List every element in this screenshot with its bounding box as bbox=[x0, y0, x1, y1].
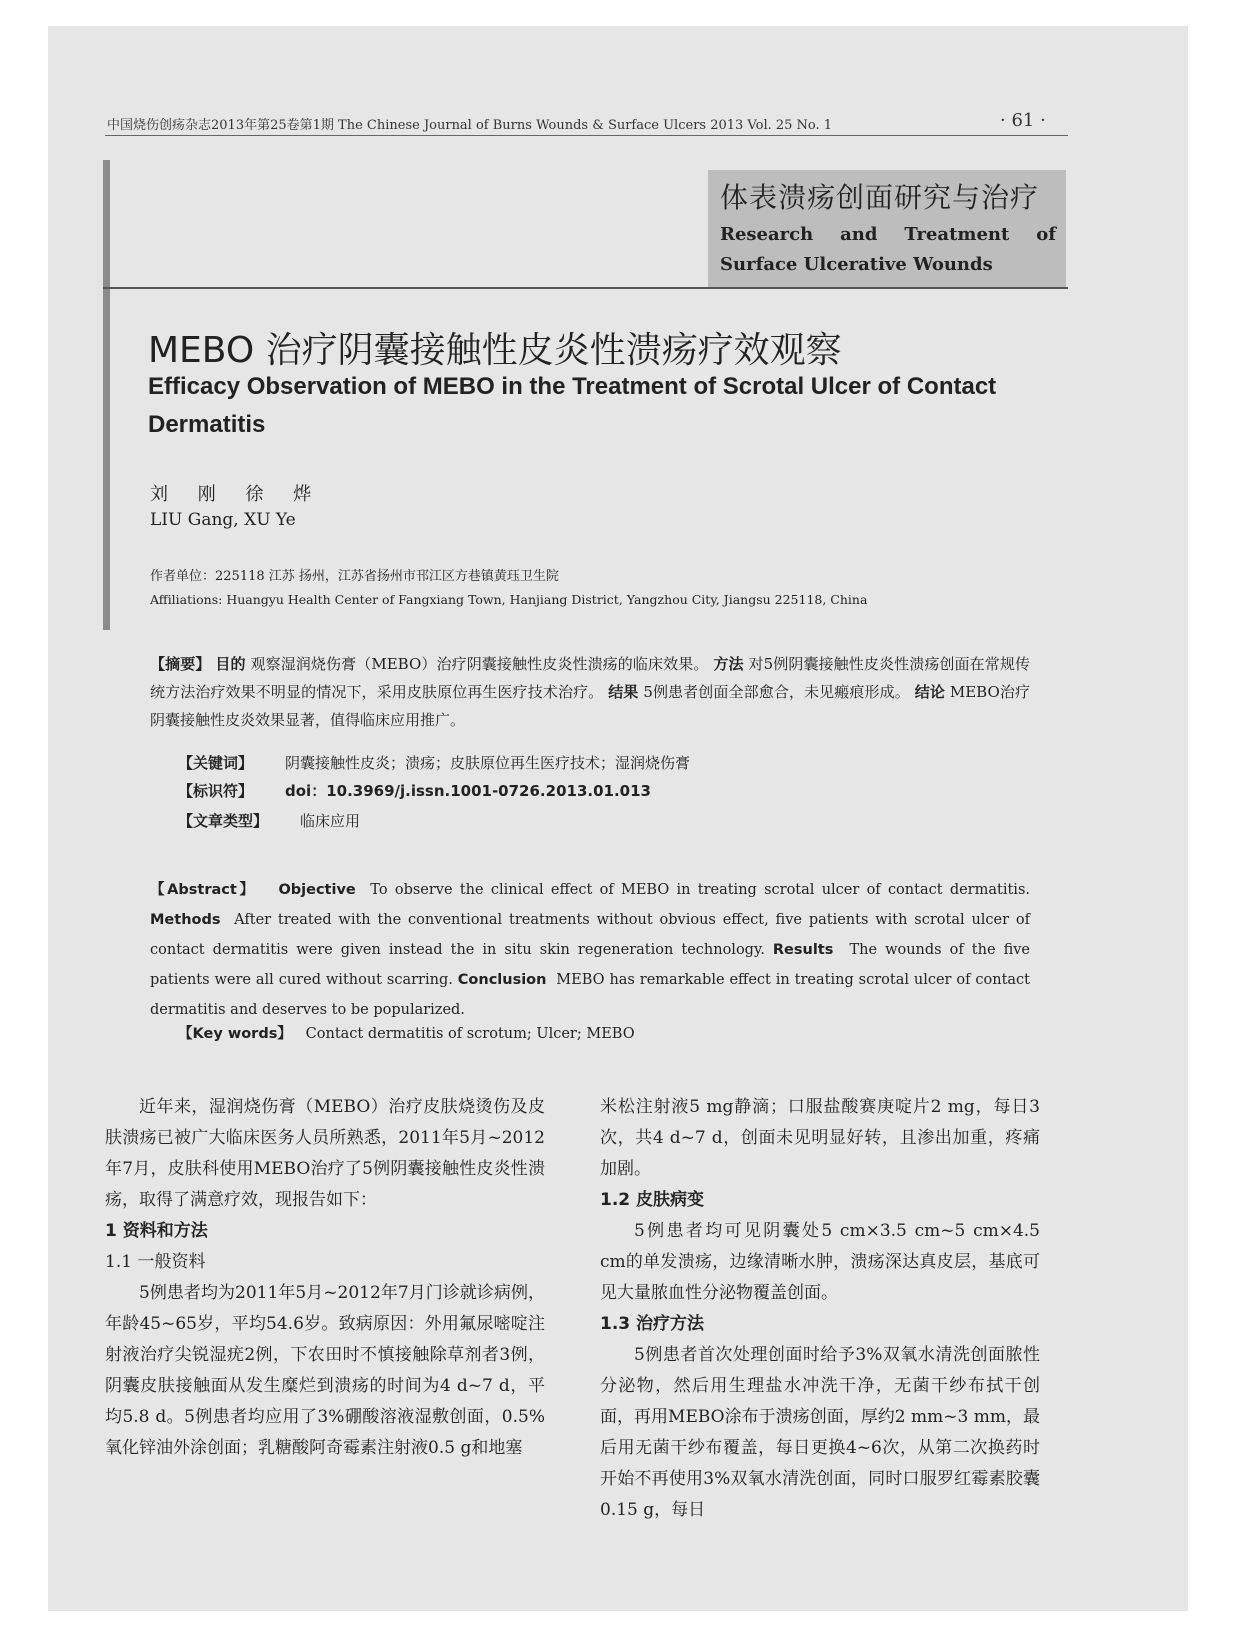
subsection-heading-1-2: 1.2 皮肤病变 bbox=[600, 1190, 705, 1210]
keywords-en bbox=[178, 1022, 635, 1043]
results-en-label: Results bbox=[772, 942, 834, 958]
body-column-left bbox=[105, 1092, 545, 1464]
abstract-en-label: 【Abstract】 bbox=[150, 882, 257, 898]
paragraph-1-1-continued: 米松注射液5 mg静滴；口服盐酸赛庚啶片2 mg，每日3次，共4 d~7 d，创面未见明显好转，且渗出加重，疼痛加剧。 bbox=[600, 1097, 1040, 1179]
intro-paragraph: 近年来，湿润烧伤膏（MEBO）治疗皮肤烧烫伤及皮肤溃疡已被广大临床医务人员所熟悉，2011年5月~2012年7月，皮肤科使用MEBO治疗了5例阴囊接触性皮炎性溃疡，取得了满意疗效，现报告如下： bbox=[105, 1097, 545, 1210]
keywords-en-label: 【Key words】 bbox=[178, 1026, 292, 1042]
abstract-cn-label: 【摘要】 bbox=[150, 655, 211, 673]
section-banner bbox=[708, 170, 1066, 287]
article-title-cn: MEBO 治疗阴囊接触性皮炎性溃疡疗效观察 bbox=[148, 330, 842, 371]
abstract-en bbox=[150, 875, 1030, 1025]
doi-text: doi：10.3969/j.issn.1001-0726.2013.01.013 bbox=[285, 782, 651, 800]
methods-text: 对5例阴囊接触性皮炎性溃疡创面在常规传统方法治疗效果不明显的情况下，采用皮肤原位再生医疗技术治疗。 bbox=[150, 655, 1030, 701]
running-head: 中国烧伤创疡杂志2013年第25卷第1期 The Chinese Journal of Burns Wounds & Surface Ulcers 2013 Vol. 25 No. 1 bbox=[107, 118, 833, 133]
section-heading-1: 1 资料和方法 bbox=[105, 1221, 208, 1241]
results-text: 5例患者创面全部愈合，未见瘢痕形成。 bbox=[643, 683, 910, 701]
abstract-cn bbox=[150, 650, 1030, 734]
affiliation-cn: 作者单位：225118 江苏 扬州，江苏省扬州市邗江区方巷镇黄珏卫生院 bbox=[150, 569, 559, 584]
body-column-right bbox=[600, 1092, 1040, 1526]
keywords-cn bbox=[178, 750, 690, 776]
objective-en-label: Objective bbox=[278, 882, 356, 898]
conclusion-label: 结论 bbox=[914, 683, 945, 701]
keywords-en-text: Contact dermatitis of scrotum; Ulcer; MEBO bbox=[305, 1026, 635, 1042]
conclusion-en-label: Conclusion bbox=[457, 972, 547, 988]
subsection-heading-1-1: 1.1 一般资料 bbox=[105, 1252, 206, 1272]
authors-cn: 刘 刚 徐 烨 bbox=[150, 484, 324, 505]
header-rule bbox=[105, 135, 1068, 136]
article-type-row bbox=[178, 808, 360, 834]
methods-label: 方法 bbox=[713, 655, 744, 673]
objective-en-text: To observe the clinical effect of MEBO in treating scrotal ulcer of contact dermatitis. bbox=[370, 882, 1030, 898]
doi-label: 【标识符】 bbox=[178, 782, 254, 800]
results-label: 结果 bbox=[608, 683, 639, 701]
page-number: · 61 · bbox=[1000, 110, 1046, 131]
objective-text: 观察湿润烧伤膏（MEBO）治疗阴囊接触性皮炎性溃疡的临床效果。 bbox=[250, 655, 709, 673]
article-title-en: Efficacy Observation of MEBO in the Treatment of Scrotal Ulcer of Contact Dermatitis bbox=[148, 373, 997, 438]
keywords-cn-text: 阴囊接触性皮炎；溃疡；皮肤原位再生医疗技术；湿润烧伤膏 bbox=[285, 754, 691, 772]
section-title-en: Research and Treatment of Surface Ulcerative Wounds bbox=[720, 224, 1056, 275]
article-type-label: 【文章类型】 bbox=[178, 812, 269, 830]
methods-en-text: After treated with the conventional treatments without obvious effect, five patients with scrotal ulcer of contact dermatitis were given instead the in situ skin regeneration technology. bbox=[150, 912, 1030, 958]
affiliation-en: Affiliations: Huangyu Health Center of Fangxiang Town, Hanjiang District, Yangzhou City, Jiangsu 225118, China bbox=[150, 592, 868, 607]
keywords-cn-label: 【关键词】 bbox=[178, 754, 254, 772]
paragraph-1-1: 5例患者均为2011年5月~2012年7月门诊就诊病例，年龄45~65岁，平均54.6岁。致病原因：外用氟尿嘧啶注射液治疗尖锐湿疣2例，下农田时不慎接触除草剂者3例，阴囊皮肤接触面从发生糜烂到溃疡的时间为4 d~7 d，平均5.8 d。5例患者均应用了3%硼酸溶液湿敷创面，0.5%氧化锌油外涂创面；乳糖酸阿奇霉素注射液0.5 g和地塞 bbox=[105, 1283, 545, 1458]
paragraph-1-2: 5例患者均可见阴囊处5 cm×3.5 cm~5 cm×4.5 cm的单发溃疡，边缘清晰水肿，溃疡深达真皮层，基底可见大量脓血性分泌物覆盖创面。 bbox=[600, 1221, 1040, 1303]
article-type-text: 临床应用 bbox=[300, 812, 361, 830]
subsection-heading-1-3: 1.3 治疗方法 bbox=[600, 1314, 705, 1334]
authors-en: LIU Gang, XU Ye bbox=[150, 510, 296, 530]
objective-label: 目的 bbox=[215, 655, 246, 673]
results-en-text: The wounds of the five patients were all cured without scarring. bbox=[150, 942, 1031, 988]
section-title-cn: 体表溃疡创面研究与治疗 bbox=[720, 181, 1040, 214]
conclusion-text: MEBO治疗阴囊接触性皮炎效果显著，值得临床应用推广。 bbox=[150, 683, 1030, 729]
title-band-rule bbox=[103, 287, 1068, 289]
paragraph-1-3: 5例患者首次处理创面时给予3%双氧水清洗创面脓性分泌物，然后用生理盐水冲洗干净，无菌干纱布拭干创面，再用MEBO涂布于溃疡创面，厚约2 mm~3 mm，最后用无菌干纱布覆盖，每日更换4~6次，从第二次换药时开始不再使用3%双氧水清洗创面，同时口服罗红霉素胶囊0.15 g，每日 bbox=[600, 1345, 1040, 1520]
doi-row bbox=[178, 778, 651, 804]
conclusion-en-text: MEBO has remarkable effect in treating scrotal ulcer of contact dermatitis and deserves to be popularized. bbox=[150, 972, 1031, 1018]
side-bar-decoration bbox=[103, 160, 110, 630]
methods-en-label: Methods bbox=[150, 912, 221, 928]
